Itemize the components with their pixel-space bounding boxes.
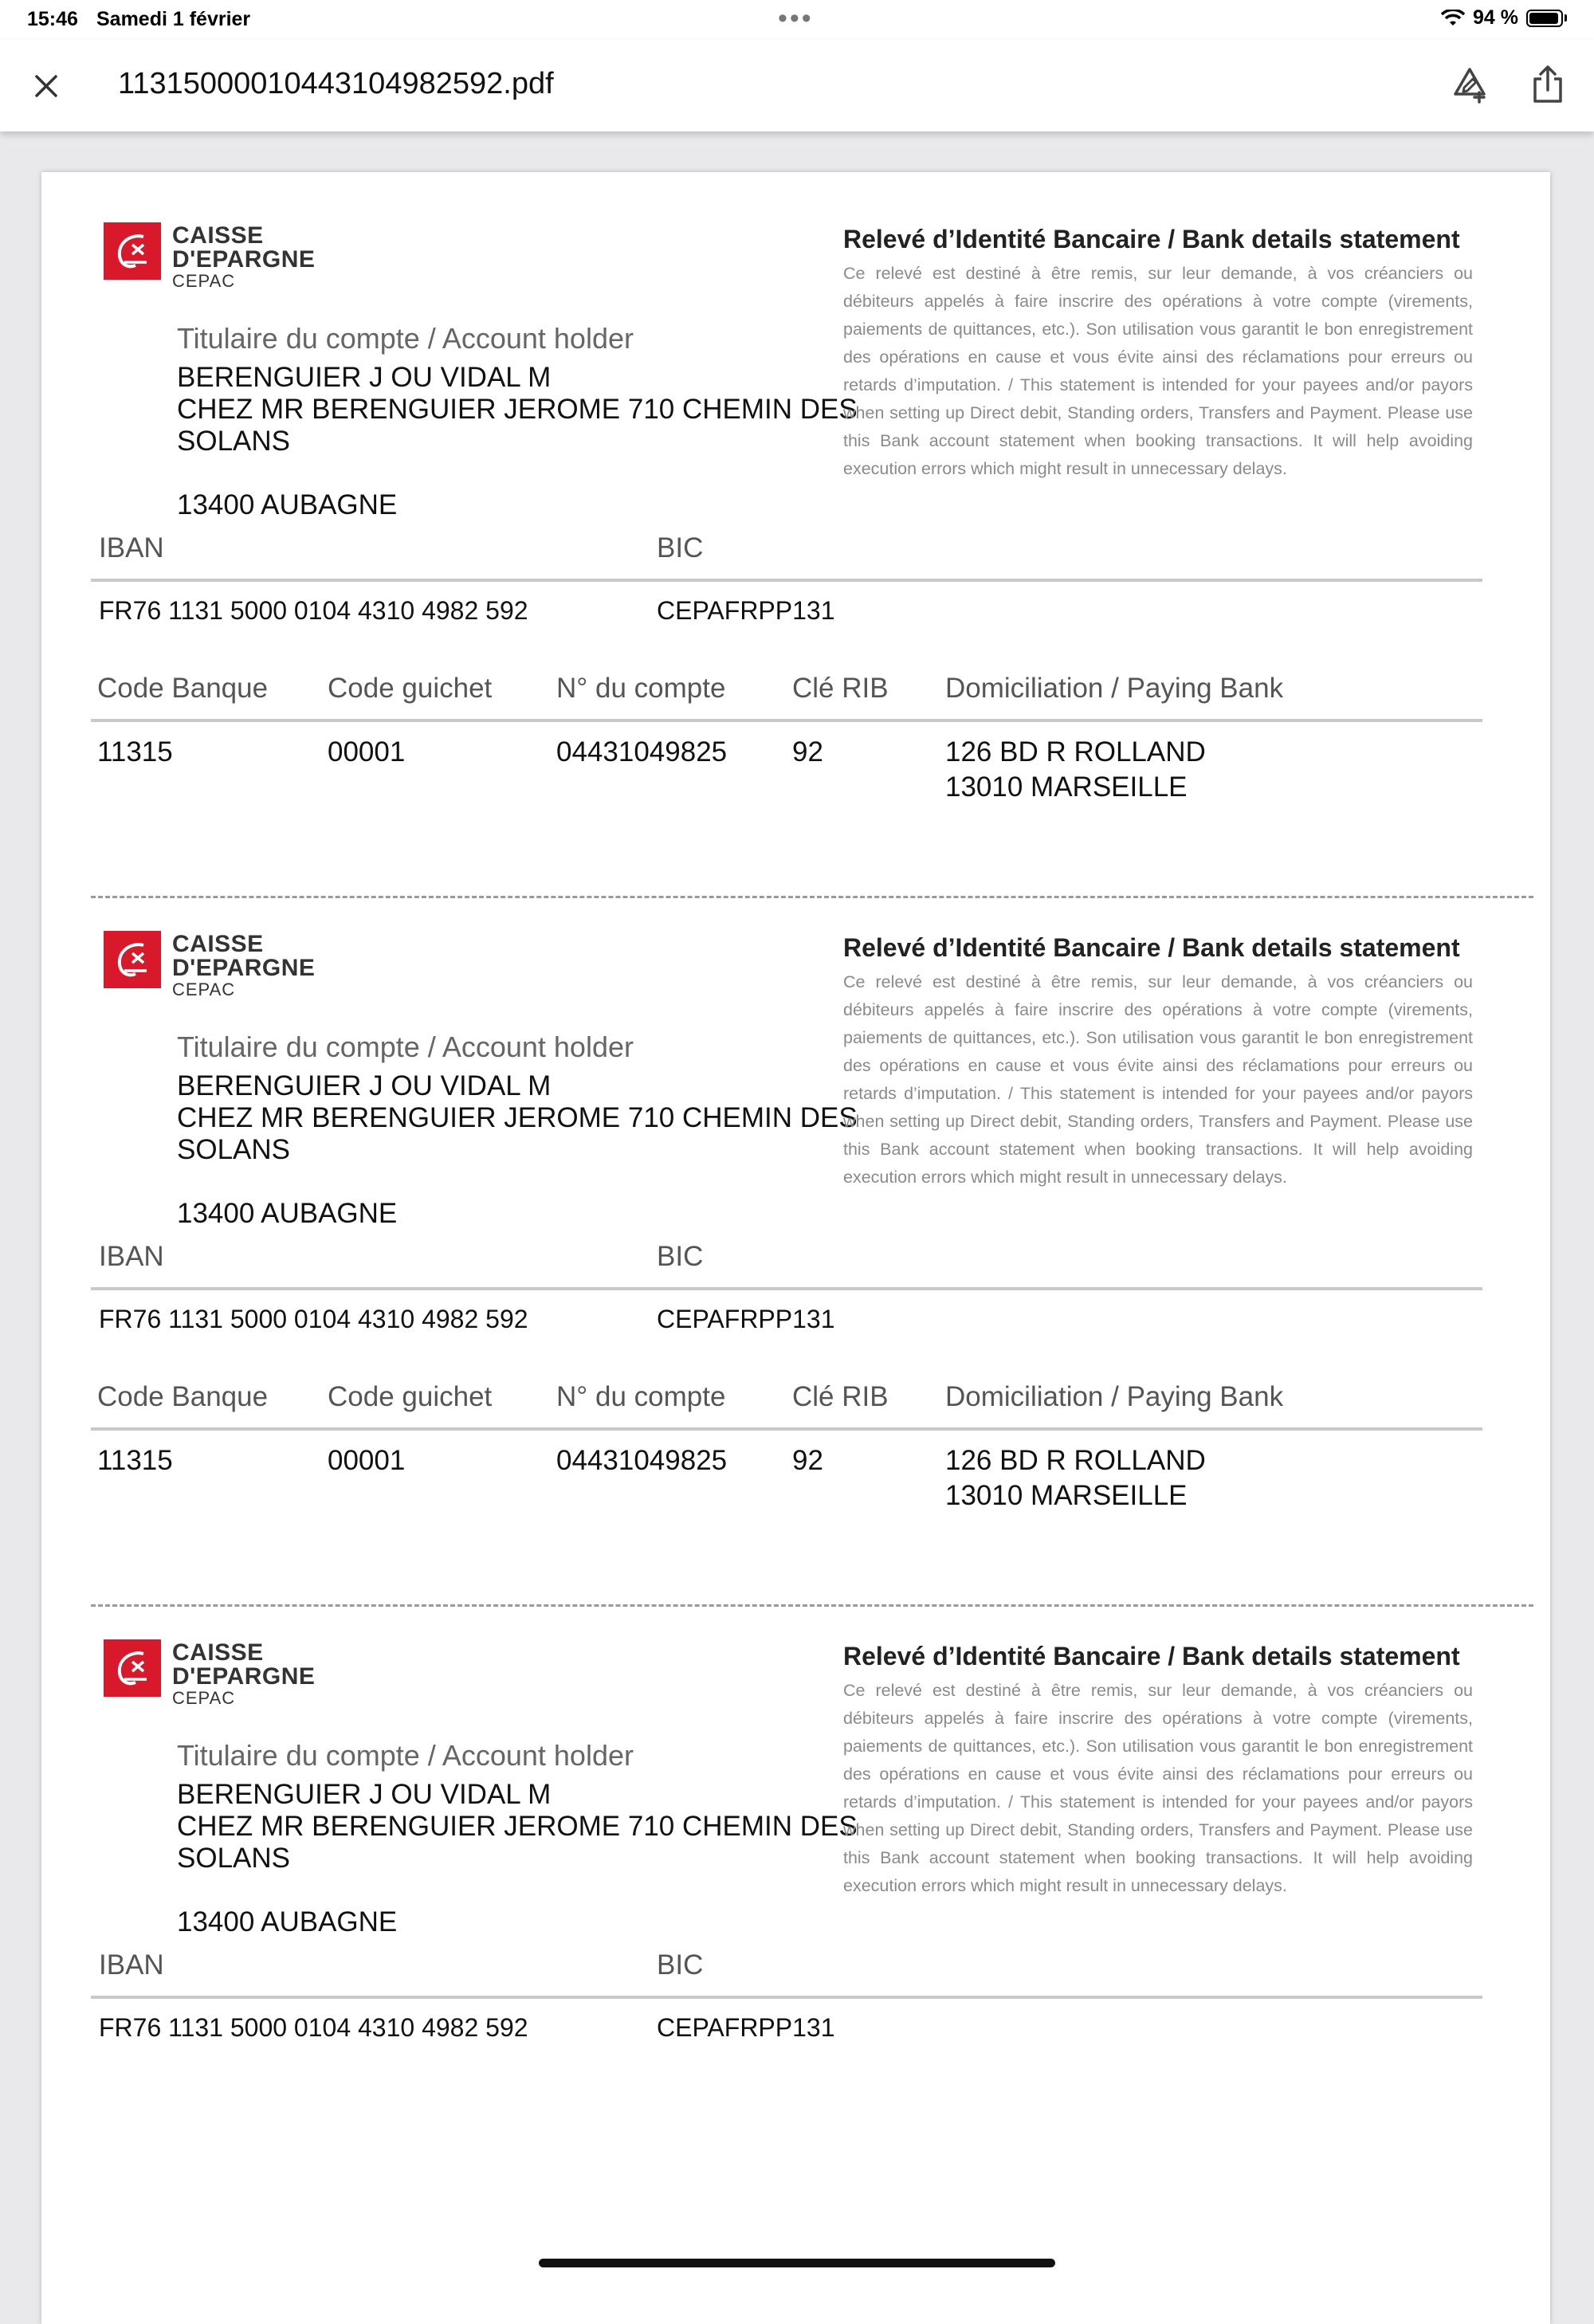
- status-time: 15:46: [27, 8, 78, 30]
- logo-epargne: D'EPARGNE: [172, 1663, 316, 1690]
- squirrel-logo-icon: [104, 222, 161, 280]
- logo-epargne: D'EPARGNE: [172, 955, 316, 981]
- iban-value: FR76 1131 5000 0104 4310 4982 592: [99, 2013, 528, 2042]
- header-domiciliation: Domiciliation / Paying Bank: [945, 673, 1284, 704]
- close-icon: [33, 73, 59, 99]
- share-button[interactable]: [1525, 62, 1570, 107]
- holder-address: CHEZ MR BERENGUIER JEROME 710 CHEMIN DES: [177, 1811, 858, 1842]
- code-banque-value: 11315: [97, 736, 173, 767]
- holder-address-2: SOLANS: [177, 1134, 290, 1165]
- header-numero-compte: N° du compte: [556, 673, 726, 704]
- numero-compte-value: 04431049825: [556, 1445, 728, 1476]
- header-cle-rib: Clé RIB: [792, 1381, 889, 1412]
- holder-name: BERENGUIER J OU VIDAL M: [177, 362, 552, 393]
- iban-value: FR76 1131 5000 0104 4310 4982 592: [99, 596, 528, 625]
- divider: [91, 1287, 1482, 1290]
- logo-caisse: CAISSE: [172, 222, 264, 249]
- iban-label: IBAN: [99, 1949, 164, 1981]
- header-domiciliation: Domiciliation / Paying Bank: [945, 1381, 1284, 1412]
- holder-label: Titulaire du compte / Account holder: [177, 1739, 634, 1772]
- logo-cepac: CEPAC: [172, 271, 236, 291]
- rib-block: [41, 172, 1550, 858]
- domiciliation-line1: 126 BD R ROLLAND: [945, 1445, 1206, 1476]
- divider: [91, 719, 1482, 722]
- bic-label: BIC: [657, 1949, 704, 1981]
- iban-label: IBAN: [99, 1241, 164, 1272]
- logo-caisse: CAISSE: [172, 1639, 264, 1666]
- holder-address: CHEZ MR BERENGUIER JEROME 710 CHEMIN DES: [177, 1102, 858, 1133]
- cle-rib-value: 92: [792, 736, 823, 767]
- divider: [91, 1996, 1482, 1999]
- holder-city: 13400 AUBAGNE: [177, 1906, 398, 1937]
- battery-fill: [1529, 13, 1558, 24]
- header-code-guichet: Code guichet: [328, 1381, 493, 1412]
- status-right: [1441, 6, 1567, 29]
- bank-logo: [104, 1639, 315, 1707]
- holder-city: 13400 AUBAGNE: [177, 489, 398, 520]
- divider: [91, 579, 1482, 582]
- bic-label: BIC: [657, 1241, 704, 1272]
- rib-notice: Ce relevé est destiné à être remis, sur leur demande, à vos créanciers ou débiteurs appelés à faire inscrire des opérations à votre compte (virements, paiements de quittances, etc.). Son utilisation vous garantit le bon enregistrement des opérations en cause et vous évite ainsi des réclamations pour erreurs ou retards d’imputation. / This statement is intended for your payees and/or payors when setting up Direct debit, Standing orders, Transfers and Payment. Please use this Bank account statement when booking transactions. It will help avoiding execution errors which might result in unnecessary delays.: [843, 1681, 1473, 1895]
- holder-address: CHEZ MR BERENGUIER JEROME 710 CHEMIN DES: [177, 394, 858, 425]
- close-button[interactable]: [26, 65, 67, 107]
- cle-rib-value: 92: [792, 1445, 823, 1476]
- battery-tip: [1565, 14, 1567, 22]
- rib-title: Relevé d’Identité Bancaire / Bank details statement: [843, 933, 1460, 962]
- holder-label: Titulaire du compte / Account holder: [177, 1030, 634, 1063]
- iban-value: FR76 1131 5000 0104 4310 4982 592: [99, 1305, 528, 1333]
- logo-cepac: CEPAC: [172, 979, 236, 999]
- bank-logo: [104, 931, 315, 999]
- markup-icon: [1451, 65, 1489, 104]
- share-icon: [1530, 65, 1565, 104]
- bic-value: CEPAFRPP131: [657, 1305, 835, 1333]
- status-date: Samedi 1 février: [96, 8, 251, 30]
- holder-name: BERENGUIER J OU VIDAL M: [177, 1779, 552, 1810]
- logo-epargne: D'EPARGNE: [172, 246, 316, 273]
- holder-address-2: SOLANS: [177, 426, 290, 457]
- divider: [91, 1427, 1482, 1431]
- viewer-toolbar: [0, 40, 1594, 132]
- holder-address-2: SOLANS: [177, 1843, 290, 1874]
- markup-button[interactable]: [1447, 62, 1492, 107]
- squirrel-logo-icon: [104, 931, 161, 988]
- iban-label: IBAN: [99, 532, 164, 563]
- holder-label: Titulaire du compte / Account holder: [177, 322, 634, 355]
- multitasking-dots-icon[interactable]: •••: [778, 3, 814, 33]
- logo-cepac: CEPAC: [172, 1688, 236, 1708]
- code-banque-value: 11315: [97, 1445, 173, 1476]
- header-cle-rib: Clé RIB: [792, 673, 889, 704]
- header-code-banque: Code Banque: [97, 673, 269, 704]
- domiciliation-line2: 13010 MARSEILLE: [945, 771, 1188, 803]
- status-bar: [0, 0, 1594, 40]
- rib-block: [41, 881, 1550, 1566]
- bic-value: CEPAFRPP131: [657, 2013, 835, 2042]
- code-guichet-value: 00001: [328, 736, 406, 767]
- squirrel-logo-icon: [104, 1639, 161, 1697]
- domiciliation-line2: 13010 MARSEILLE: [945, 1480, 1188, 1511]
- bank-logo: [104, 222, 315, 290]
- rib-title: Relevé d’Identité Bancaire / Bank details statement: [843, 1642, 1460, 1670]
- domiciliation-line1: 126 BD R ROLLAND: [945, 736, 1206, 767]
- rib-title: Relevé d’Identité Bancaire / Bank details statement: [843, 225, 1460, 253]
- holder-city: 13400 AUBAGNE: [177, 1198, 398, 1229]
- bic-label: BIC: [657, 532, 704, 563]
- holder-name: BERENGUIER J OU VIDAL M: [177, 1070, 552, 1101]
- home-indicator[interactable]: [539, 2259, 1055, 2267]
- wifi-icon: [1441, 10, 1465, 27]
- document-title: 11315000010443104982592.pdf: [118, 67, 554, 100]
- rib-notice: Ce relevé est destiné à être remis, sur leur demande, à vos créanciers ou débiteurs appelés à faire inscrire des opérations à votre compte (virements, paiements de quittances, etc.). Son utilisation vous garantit le bon enregistrement des opérations en cause et vous évite ainsi des réclamations pour erreurs ou retards d’imputation. / This statement is intended for your payees and/or payors when setting up Direct debit, Standing orders, Transfers and Payment. Please use this Bank account statement when booking transactions. It will help avoiding execution errors which might result in unnecessary delays.: [843, 972, 1473, 1187]
- bic-value: CEPAFRPP131: [657, 596, 835, 625]
- header-numero-compte: N° du compte: [556, 1381, 726, 1412]
- header-code-banque: Code Banque: [97, 1381, 269, 1412]
- rib-block: [41, 1589, 1550, 2275]
- pdf-page[interactable]: [41, 172, 1550, 2324]
- numero-compte-value: 04431049825: [556, 736, 728, 767]
- battery-percent: 94 %: [1473, 6, 1518, 29]
- battery-icon: [1526, 10, 1563, 27]
- logo-caisse: CAISSE: [172, 931, 264, 957]
- code-guichet-value: 00001: [328, 1445, 406, 1476]
- rib-notice: Ce relevé est destiné à être remis, sur leur demande, à vos créanciers ou débiteurs appelés à faire inscrire des opérations à votre compte (virements, paiements de quittances, etc.). Son utilisation vous garantit le bon enregistrement des opérations en cause et vous évite ainsi des réclamations pour erreurs ou retards d’imputation. / This statement is intended for your payees and/or payors when setting up Direct debit, Standing orders, Transfers and Payment. Please use this Bank account statement when booking transactions. It will help avoiding execution errors which might result in unnecessary delays.: [843, 264, 1473, 478]
- header-code-guichet: Code guichet: [328, 673, 493, 704]
